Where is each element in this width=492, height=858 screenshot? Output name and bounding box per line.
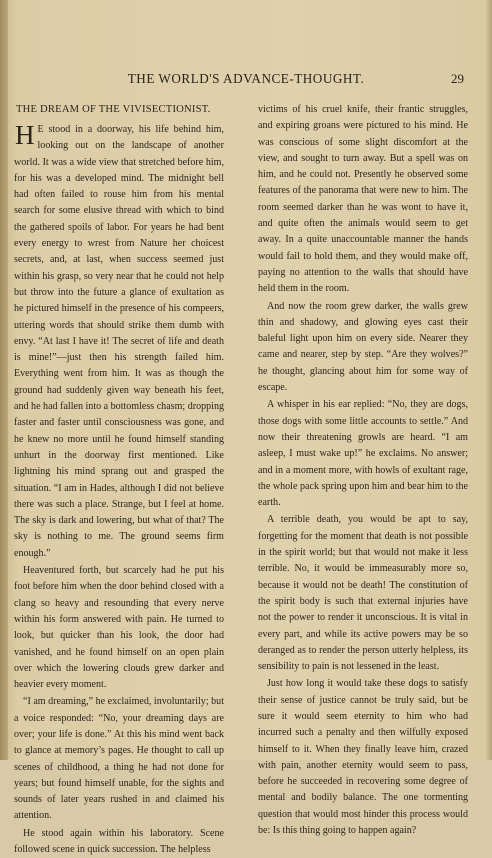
running-title: THE WORLD'S ADVANCE-THOUGHT. [127, 71, 365, 86]
binding-edge [0, 0, 8, 760]
paragraph: Just how long it would take these dogs to satisfy their sense of justice cannot be truly said, but be sure it would seem eternity to him who had incurred such a penalty and then wilfully exposed himself to it. When they finally leave him, crazed with pain, another eternity would seem to pass, before he succeeded in recovering some degree of mental and bodily balance. The one tormenting question that would most hinder this process would be: Is this thing going to happen again? [258, 678, 468, 837]
paragraph: Heaventured forth, but scarcely had he put his foot before him when the door behind closed with a clang so heavy and resounding that every nerve within his form answered with pain. He turned to look, but quicker than his look, the door had vanished, and he found himself on an open plain over which the lowering clouds grew darker and heavier every moment. [14, 565, 224, 691]
left-column [14, 102, 224, 858]
page-edge [486, 0, 492, 760]
right-column [258, 102, 468, 839]
paragraph: “I am dreaming,” he exclaimed, involuntarily; but a voice responded: “No, your dreaming days are over; your life is done.” At this his mind went back to glance at memory’s pages. He thought to call up scenes of childhood, a thing he had not done for years; but found himself unable, for the sights and sounds of later years rushed in and claimed his attention. [14, 696, 224, 822]
paragraph: victims of his cruel knife, their frantic struggles, and expiring groans were pictured to his mind. He was conscious of some slight discomfort at the view, and sought to turn away. But a spell was on him, and he could not. Presently he observed some features of the panorama that were new to him. The room seemed darker than he was wont to have it, and quite often the animals would seem to get away. In a quite unaccountable manner the hands would fail to hold them, and they would make off, paying no attention to the walls that should have held them in the room. [258, 104, 468, 295]
paragraph-text: E stood in a doorway, his life behind him, looking out on the landscape of another world. It was a wide view that stretched before him, for his was a developed mind. The midnight bell had often failed to rouse him from his mental search for some elusive thread with which to bind the gathered spoils of labor. For years he had bent every energy to wrest from Nature her choicest secrets, and, at last, when success seemed just within his grasp, so very near that he could not help but throw into the future a glance of exultation as he pictured himself in the presence of his compeers, uttering words that should strike them dumb with envy. “At last I have it! The secret of life and death is mine!”—just then his strength failed him. Everything went from him. It was as though the ground had suddenly given way beneath his feet, and he had fallen into a bottomless chasm; dropping faster and faster until consciousness was gone, and he knew no more until he found himself standing unhurt in the doorway first mentioned. Like lightning his mind sprang out and grasped the situation. “I am in Hades, although I did not believe there was such a place. Strange, but I feel at home. The sky is dark and lowering, but what of that? The sky is nothing to me. The ground seems firm enough.” [14, 124, 224, 559]
paragraph: A terrible death, you would be apt to say, forgetting for the moment that death is not possible in the spirit world; but that would not make it less terrible. No, it would be immeasurably more so, because it would not be death! The constitution of the spirit body is such that external injuries have not the power to render it unconscious. It is vital in every part, and while its active powers may be so deranged as to render the person utterly helpless, its sensibility to pain is not lessened in the least. [258, 514, 468, 673]
running-head [0, 71, 492, 87]
paragraph: A whisper in his ear replied: “No, they are dogs, those dogs with some little accounts to settle.” And now their threatening growls are heard. “I am asleep, I must wake up!” he exclaims. No answer; and in a moment more, with howls of exultant rage, the whole pack spring upon him and bear him to the earth. [258, 399, 468, 509]
paragraph: He stood again within his laboratory. Scene followed scene in quick succession. The helpless [14, 827, 224, 856]
paragraph: And now the room grew darker, the walls grew thin and shadowy, and glowing eyes cast their baleful light upon him on every side. Nearer they came and nearer, step by step. “Are they wolves?” he thought, glancing about him for some way of escape. [258, 300, 468, 394]
page-number: 29 [451, 71, 464, 86]
drop-cap: H [15, 120, 35, 150]
article-title: THE DREAM OF THE VIVISECTIONIST. [16, 104, 211, 115]
paragraph [14, 122, 224, 562]
